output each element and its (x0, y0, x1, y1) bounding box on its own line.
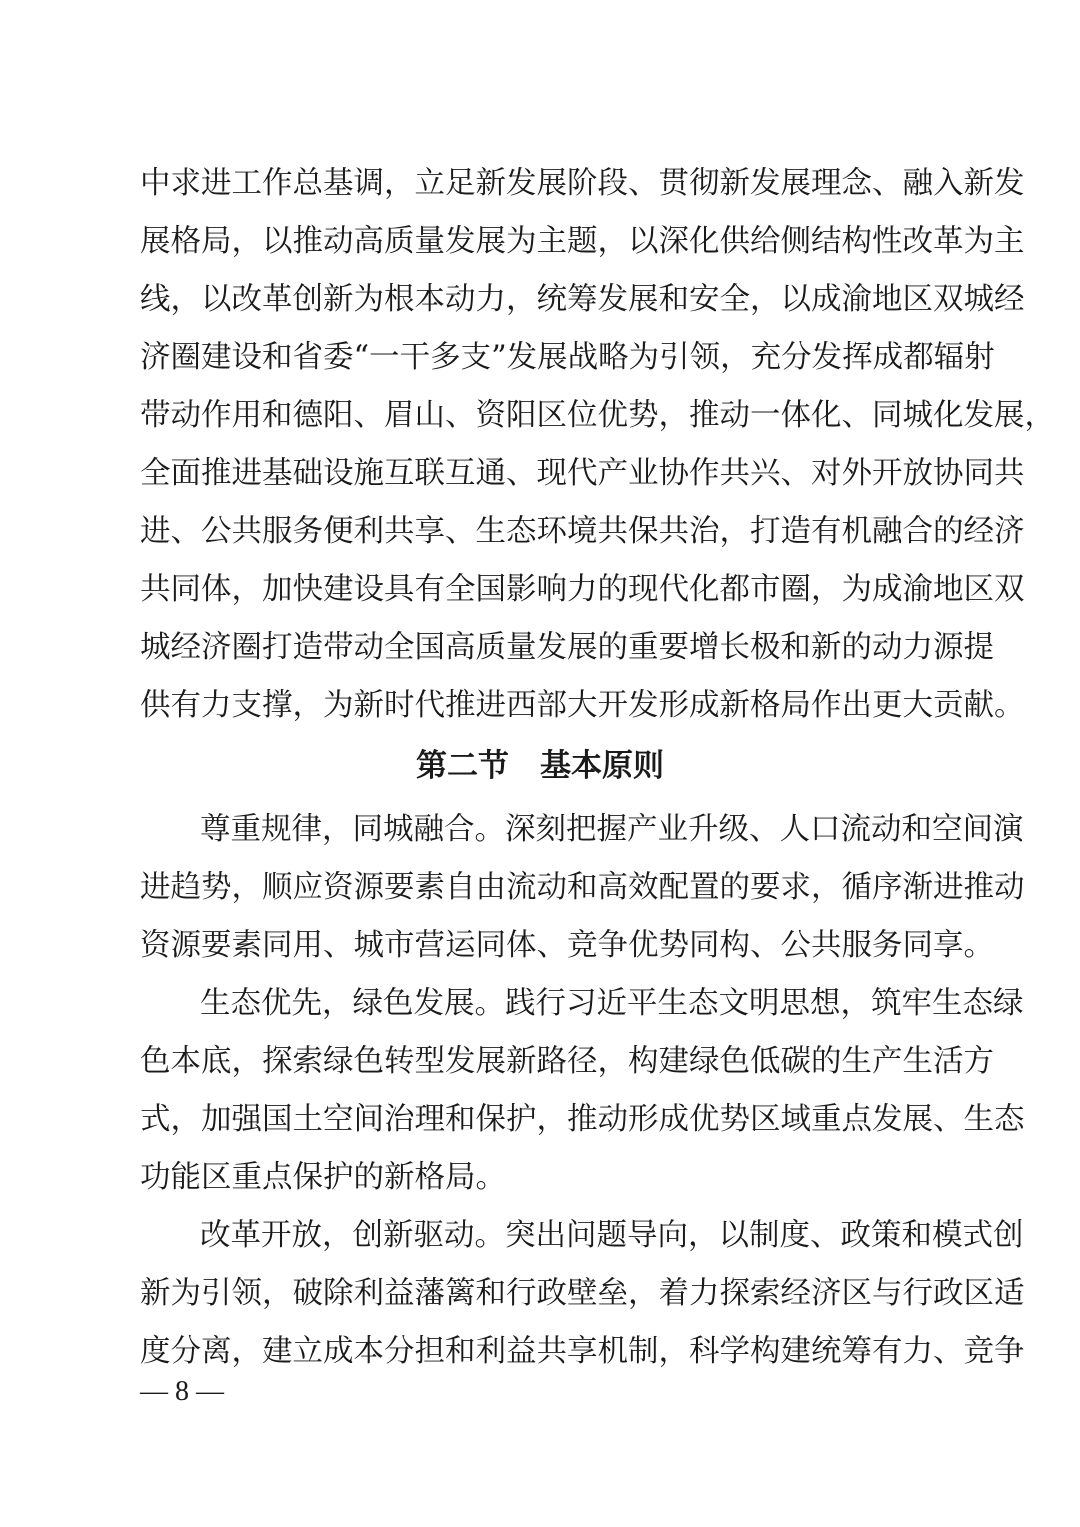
text-line: 功能区重点保护的新格局。 (140, 1160, 506, 1195)
section-heading: 第二节 基本原则 (416, 748, 664, 784)
text-line: 进、公共服务便利共享、生态环境共保共治，打造有机融合的经济 (140, 514, 1025, 549)
text-line: 中求进工作总基调，立足新发展阶段、贯彻新发展理念、融入新发 (140, 166, 1025, 201)
text-line: 全面推进基础设施互联互通、现代产业协作共兴、对外开放协同共 (140, 456, 1025, 491)
text-line: 色本底，探索绿色转型发展新路径，构建绿色低碳的生产生活方 (140, 1044, 994, 1079)
text-line: 式，加强国土空间治理和保护，推动形成优势区域重点发展、生态 (140, 1102, 1025, 1137)
text-line: 带动作用和德阳、眉山、资阳区位优势，推动一体化、同城化发展， (140, 398, 1055, 433)
text-line: 展格局，以推动高质量发展为主题，以深化供给侧结构性改革为主 (140, 224, 1025, 259)
text-line: 济圈建设和省委“一干多支”发展战略为引领，充分发挥成都辐射 (140, 340, 995, 375)
text-line: 线，以改革创新为根本动力，统筹发展和安全，以成渝地区双城经 (140, 282, 1025, 317)
text-line: 生态优先，绿色发展。践行习近平生态文明思想，筑牢生态绿 (200, 986, 1024, 1021)
text-line: 尊重规律，同城融合。深刻把握产业升级、人口流动和空间演 (200, 812, 1024, 847)
text-line: 新为引领，破除利益藩篱和行政壁垒，着力探索经济区与行政区适 (140, 1276, 1025, 1311)
text-line: 城经济圈打造带动全国高质量发展的重要增长极和新的动力源提 (140, 630, 994, 665)
page-number: — 8 — (140, 1376, 224, 1407)
text-line: 供有力支撑，为新时代推进西部大开发形成新格局作出更大贡献。 (140, 688, 1025, 723)
text-line: 共同体，加快建设具有全国影响力的现代化都市圈，为成渝地区双 (140, 572, 1025, 607)
text-line: 资源要素同用、城市营运同体、竞争优势同构、公共服务同享。 (140, 928, 994, 963)
text-line: 进趋势，顺应资源要素自由流动和高效配置的要求，循序渐进推动 (140, 870, 1025, 905)
text-line: 改革开放，创新驱动。突出问题导向，以制度、政策和模式创 (200, 1218, 1024, 1253)
text-line: 度分离，建立成本分担和利益共享机制，科学构建统筹有力、竞争 (140, 1334, 1025, 1369)
